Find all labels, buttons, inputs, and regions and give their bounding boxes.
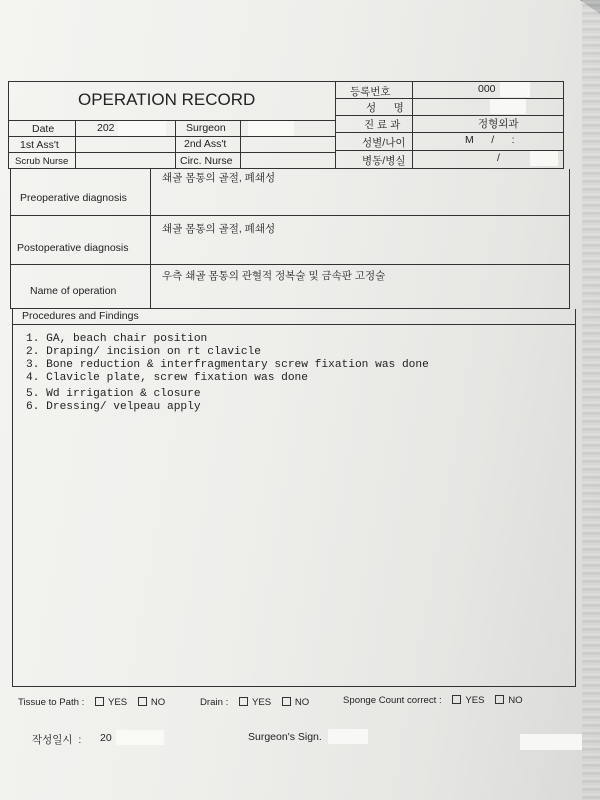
dept-value: 정형외과	[478, 118, 519, 130]
procedure-line-2: 2. Draping/ incision on rt clavicle	[26, 346, 261, 358]
tissue-no-checkbox[interactable]	[138, 697, 147, 706]
drain-no-label: NO	[294, 697, 310, 708]
tissue-yes-checkbox[interactable]	[95, 697, 104, 706]
drain-yes-label: YES	[251, 697, 272, 708]
reg-no-value: 000	[478, 83, 496, 95]
tissue-label: Tissue to Path :	[18, 697, 85, 708]
reg-no-label: 등록번호	[350, 86, 391, 98]
drain-no-checkbox[interactable]	[282, 697, 291, 706]
surgeon-label: Surgeon	[186, 122, 226, 134]
opname-value: 우측 쇄골 몸통의 관혈적 정복술 및 금속판 고정술	[162, 270, 386, 282]
sex-age-label: 성별/나이	[362, 137, 406, 149]
sponge-label: Sponge Count correct :	[343, 695, 442, 706]
drain-yes-checkbox[interactable]	[239, 697, 248, 706]
postop-value: 쇄골 몸통의 골절, 폐쇄성	[162, 223, 276, 235]
date-written-label: 작성일시 :	[32, 734, 82, 746]
dept-label: 진 료 과	[364, 119, 401, 131]
procedure-line-1: 1. GA, beach chair position	[26, 333, 208, 345]
sex-age-value: M / :	[465, 134, 515, 146]
tissue-no-label: NO	[150, 697, 166, 708]
tissue-yes-label: YES	[107, 697, 128, 708]
redacted-corner	[520, 734, 582, 750]
sponge-no-checkbox[interactable]	[495, 695, 504, 704]
scrub-nurse-label: Scrub Nurse	[15, 156, 69, 167]
date-written-value: 20	[100, 732, 112, 744]
surgeon-sign-label: Surgeon's Sign.	[248, 731, 322, 743]
redacted-ward	[530, 151, 558, 166]
drain-label: Drain :	[200, 697, 229, 708]
redacted-name	[490, 99, 526, 114]
procedures-label: Procedures and Findings	[22, 310, 139, 322]
sponge-count-row	[343, 695, 523, 706]
ward-value: /	[497, 152, 500, 164]
opname-label: Name of operation	[30, 285, 117, 297]
sponge-yes-label: YES	[465, 695, 485, 706]
sponge-no-label: NO	[508, 695, 523, 706]
sponge-yes-checkbox[interactable]	[452, 695, 461, 704]
preop-label: Preoperative diagnosis	[20, 192, 127, 204]
ward-label: 병동/병실	[362, 155, 406, 167]
circ-nurse-label: Circ. Nurse	[180, 155, 233, 167]
date-value: 202	[97, 122, 115, 134]
redacted-signature	[328, 729, 368, 744]
name-label: 성 명	[366, 102, 404, 114]
date-label: Date	[32, 123, 55, 135]
second-asst-label: 2nd Ass't	[184, 138, 227, 150]
procedure-line-6: 6. Dressing/ velpeau apply	[26, 401, 201, 413]
form-title: OPERATION RECORD	[78, 90, 256, 109]
drain-row	[200, 697, 309, 708]
preop-value: 쇄골 몸통의 골절, 폐쇄성	[162, 172, 276, 184]
first-asst-label: 1st Ass't	[20, 139, 59, 151]
stacked-pages-edge	[582, 0, 600, 800]
redacted-reg-no	[500, 82, 530, 97]
procedure-line-3: 3. Bone reduction & interfragmentary screw fixation was done	[26, 359, 429, 371]
redacted-date	[118, 121, 166, 136]
procedure-line-5: 5. Wd irrigation & closure	[26, 388, 201, 400]
procedure-line-4: 4. Clavicle plate, screw fixation was done	[26, 372, 308, 384]
postop-label: Postoperative diagnosis	[17, 242, 129, 254]
tissue-to-path-row	[18, 697, 165, 708]
redacted-surgeon	[248, 121, 294, 136]
redacted-date-written	[116, 730, 164, 745]
